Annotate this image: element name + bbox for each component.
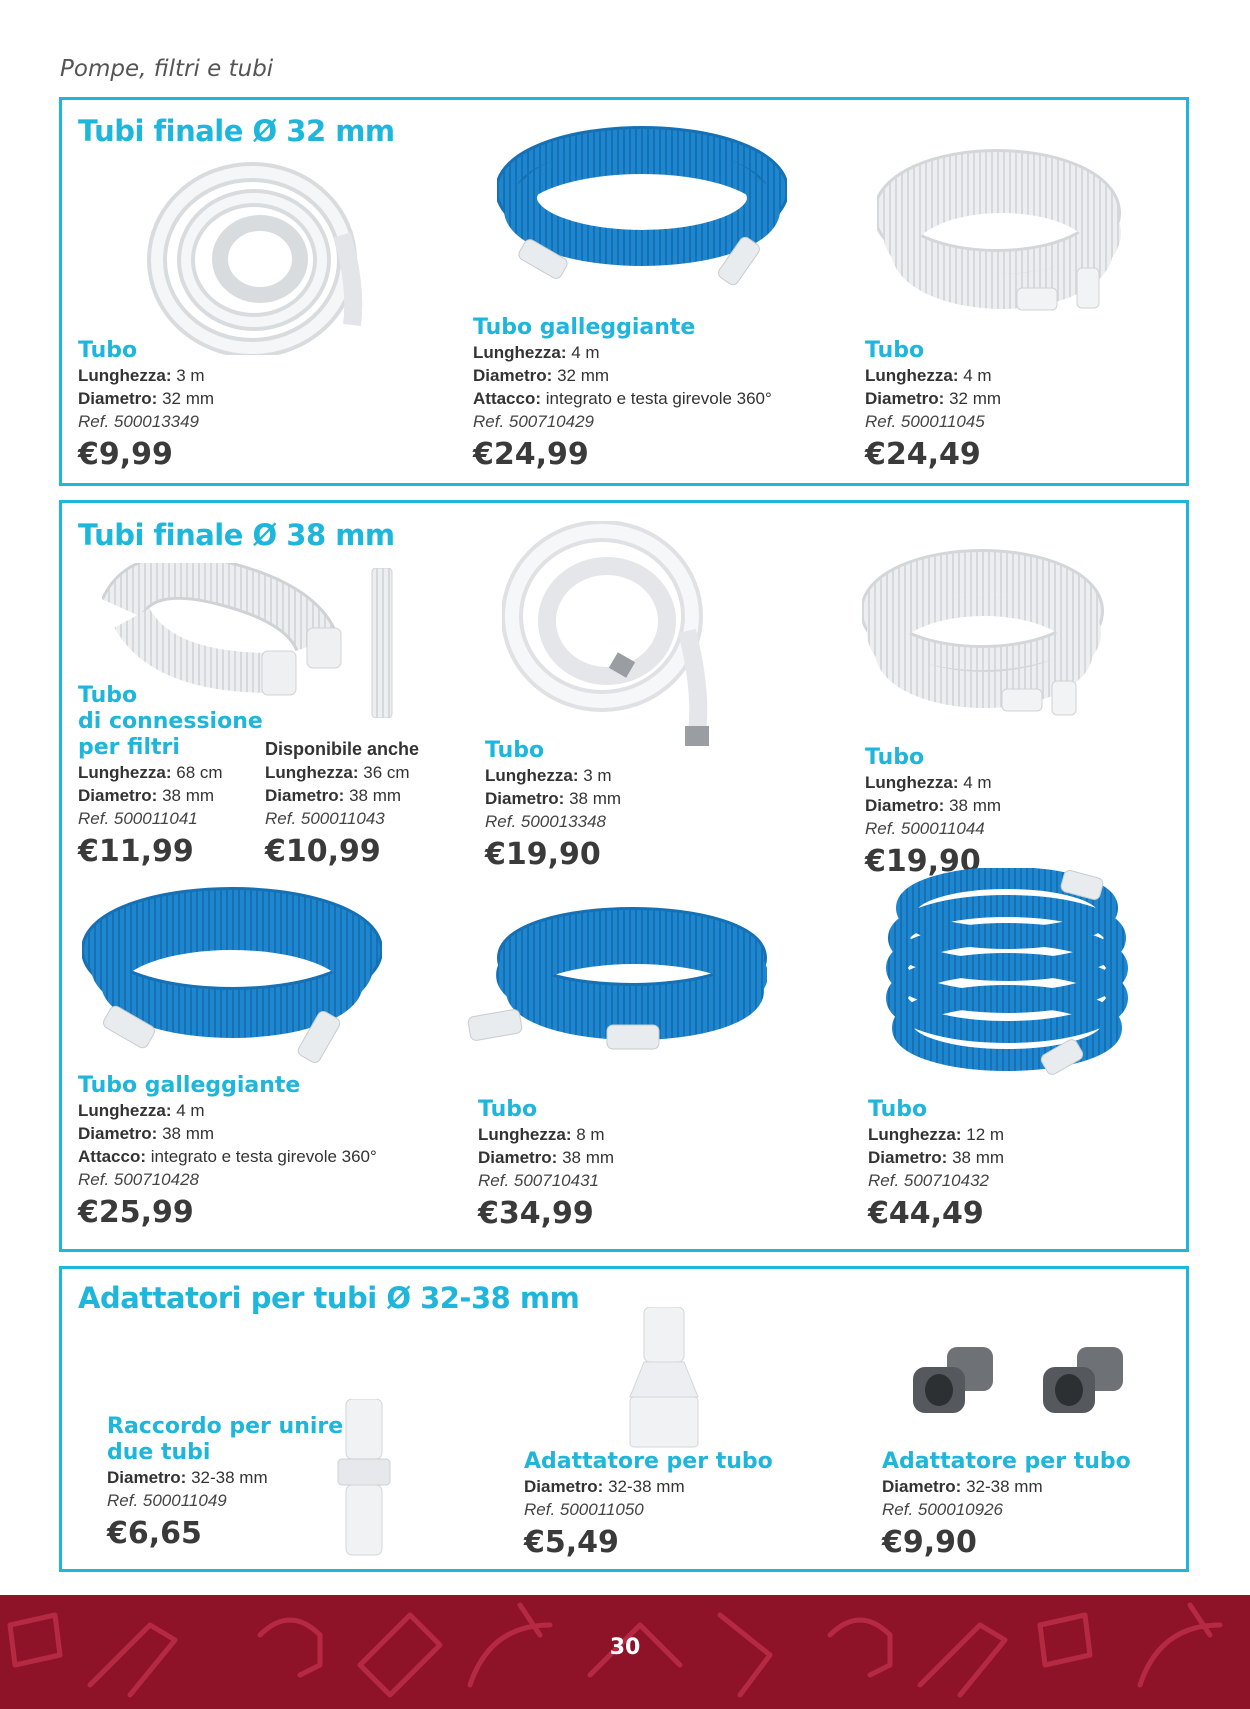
section-hoses-32mm (59, 97, 1189, 486)
length-value: 68 cm (176, 763, 223, 782)
product-price: €25,99 (78, 1195, 194, 1230)
section-title: Tubi finale Ø 32 mm (78, 114, 395, 148)
product-price: €9,99 (78, 437, 173, 472)
diameter-label: Diametro: (868, 1148, 948, 1167)
white-hose-4m-image (877, 138, 1127, 318)
product-tubo-4m-38 (865, 745, 1001, 882)
product-price: €19,90 (865, 844, 981, 879)
attachment-value: integrato e testa girevole 360° (150, 1147, 377, 1166)
section-hoses-38mm (59, 500, 1189, 1252)
diameter-value: 38 mm (952, 1148, 1005, 1167)
product-tubo-3m-38 (485, 738, 621, 875)
diameter-label: Diametro: (882, 1477, 962, 1496)
length-label: Lunghezza: (478, 1125, 572, 1144)
length-value: 12 m (966, 1125, 1005, 1144)
product-ref: Ref. 500710428 (78, 1170, 199, 1189)
diameter-value: 38 mm (349, 786, 402, 805)
product-price: €44,49 (868, 1196, 984, 1231)
diameter-value: 32 mm (949, 389, 1002, 408)
diameter-label: Diametro: (78, 786, 158, 805)
attachment-value: integrato e testa girevole 360° (545, 389, 772, 408)
page-footer (0, 1595, 1250, 1709)
product-price: €10,99 (265, 834, 381, 869)
page-header: Pompe, filtri e tubi (60, 56, 274, 82)
product-price: €9,90 (882, 1525, 977, 1560)
blue-hose-12m-image (882, 868, 1132, 1088)
product-ref: Ref. 500011045 (865, 412, 985, 431)
product-connection-hose-36cm (265, 737, 419, 872)
product-name-line2: due tubi (107, 1440, 211, 1465)
diameter-label: Diametro: (265, 786, 345, 805)
hose-adapter-image (624, 1307, 704, 1452)
diameter-label: Diametro: (865, 389, 945, 408)
diameter-label: Diametro: (865, 796, 945, 815)
diameter-label: Diametro: (478, 1148, 558, 1167)
attachment-label: Attacco: (473, 389, 542, 408)
product-ref: Ref. 500710431 (478, 1171, 599, 1190)
connection-hose-image (102, 563, 342, 698)
blue-hose-8m-image (467, 903, 767, 1053)
length-value: 3 m (176, 366, 205, 385)
length-label: Lunghezza: (78, 1101, 172, 1120)
product-name: Tubo galleggiante (78, 1073, 301, 1098)
product-price: €24,99 (473, 437, 589, 472)
diameter-value: 32-38 mm (191, 1468, 268, 1487)
product-tubo-8m-38 (478, 1097, 614, 1234)
diameter-value: 32-38 mm (966, 1477, 1043, 1496)
diameter-label: Diametro: (78, 1124, 158, 1143)
product-price: €19,90 (485, 837, 601, 872)
section-adapters (59, 1266, 1189, 1572)
product-name: Tubo (865, 338, 925, 363)
diameter-value: 32 mm (557, 366, 610, 385)
blue-floating-hose-38-image (82, 885, 382, 1075)
diameter-value: 38 mm (162, 786, 215, 805)
page-number: 30 (609, 1635, 641, 1660)
product-name-line1: Raccordo per unire (107, 1414, 344, 1439)
product-name: Adattatore per tubo (524, 1449, 773, 1474)
product-ref: Ref. 500011049 (107, 1491, 227, 1510)
length-value: 4 m (963, 773, 992, 792)
product-name: Tubo (485, 738, 545, 763)
product-adattatore-1 (524, 1449, 773, 1563)
length-value: 8 m (576, 1125, 605, 1144)
product-tubo-3m-32 (78, 338, 214, 475)
product-price: €11,99 (78, 834, 194, 869)
product-ref: Ref. 500011043 (265, 809, 385, 828)
length-label: Lunghezza: (78, 366, 172, 385)
product-name: Tubo galleggiante (473, 315, 696, 340)
diameter-value: 38 mm (569, 789, 622, 808)
product-name: Tubo (868, 1097, 928, 1122)
length-value: 4 m (963, 366, 992, 385)
product-price: €6,65 (107, 1516, 202, 1551)
product-price: €24,49 (865, 437, 981, 472)
product-ref: Ref. 500013348 (485, 812, 606, 831)
length-label: Lunghezza: (865, 366, 959, 385)
diameter-label: Diametro: (473, 366, 553, 385)
white-hose-3m-38-image (502, 521, 732, 751)
length-label: Lunghezza: (865, 773, 959, 792)
product-ref: Ref. 500011044 (865, 819, 985, 838)
product-name-line2: di connessione (78, 709, 263, 734)
length-label: Lunghezza: (485, 766, 579, 785)
diameter-value: 38 mm (162, 1124, 215, 1143)
short-connection-hose-image (370, 568, 394, 718)
diameter-value: 38 mm (562, 1148, 615, 1167)
diameter-label: Diametro: (78, 389, 158, 408)
length-value: 36 cm (363, 763, 410, 782)
product-name: Tubo (865, 745, 925, 770)
product-name: Tubo (78, 338, 138, 363)
diameter-value: 32 mm (162, 389, 215, 408)
diameter-label: Diametro: (524, 1477, 604, 1496)
diameter-value: 32-38 mm (608, 1477, 685, 1496)
product-ref: Ref. 500011041 (78, 809, 198, 828)
product-tubo-4m-32 (865, 338, 1001, 475)
product-raccordo (107, 1414, 343, 1554)
length-value: 3 m (583, 766, 612, 785)
length-value: 4 m (176, 1101, 205, 1120)
product-ref: Ref. 500710429 (473, 412, 594, 431)
section-title: Adattatori per tubi Ø 32-38 mm (78, 1281, 580, 1315)
section-title: Tubi finale Ø 38 mm (78, 518, 395, 552)
product-name: Tubo (478, 1097, 538, 1122)
product-name: Adattatore per tubo (882, 1449, 1131, 1474)
product-name-line1: Tubo (78, 683, 138, 708)
product-price: €5,49 (524, 1525, 619, 1560)
diameter-label: Diametro: (485, 789, 565, 808)
white-hose-4m-38-image (862, 541, 1107, 721)
product-ref: Ref. 500011050 (524, 1500, 644, 1519)
length-value: 4 m (571, 343, 600, 362)
metal-adapter-right-image (1037, 1341, 1132, 1421)
length-label: Lunghezza: (265, 763, 359, 782)
length-label: Lunghezza: (868, 1125, 962, 1144)
product-ref: Ref. 500013349 (78, 412, 199, 431)
diameter-label: Diametro: (107, 1468, 187, 1487)
white-coiled-hose-image (142, 155, 382, 355)
product-tubo-12m-38 (868, 1097, 1004, 1234)
length-label: Lunghezza: (473, 343, 567, 362)
product-ref: Ref. 500010926 (882, 1500, 1003, 1519)
diameter-value: 38 mm (949, 796, 1002, 815)
length-label: Lunghezza: (78, 763, 172, 782)
attachment-label: Attacco: (78, 1147, 147, 1166)
product-tubo-galleggiante-38 (78, 1073, 377, 1233)
product-adattatore-2 (882, 1449, 1131, 1563)
blue-floating-hose-image (497, 120, 787, 305)
product-price: €34,99 (478, 1196, 594, 1231)
product-tubo-galleggiante-32 (473, 315, 772, 475)
also-available-label: Disponibile anche (265, 739, 420, 759)
product-name-line3: per filtri (78, 735, 180, 760)
product-connection-hose-filters (78, 683, 263, 872)
metal-adapter-left-image (907, 1341, 1002, 1421)
product-ref: Ref. 500710432 (868, 1171, 989, 1190)
